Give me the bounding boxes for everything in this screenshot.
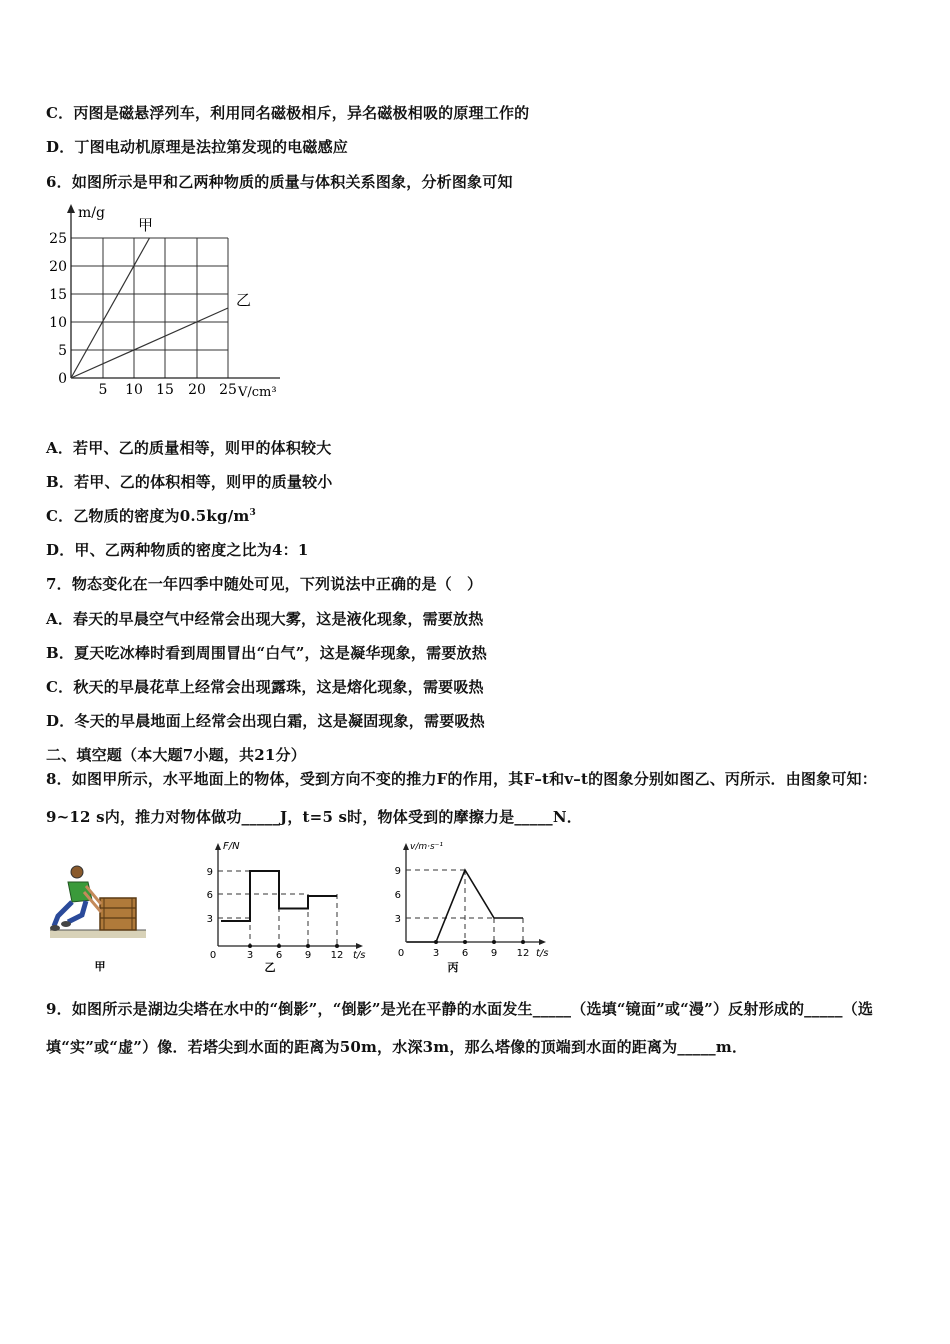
option-6a: A．若甲、乙的质量相等，则甲的体积较大 [46, 439, 332, 457]
question-9: 9．如图所示是湖边尖塔在水中的“倒影”，“倒影”是光在平静的水面发生_____（选填“镜面”或“漫”）反射形成的_____（选填“实”或“虚”）像．若塔尖到水面的距离为50m，水深3m，那么塔像的顶端到水面的距离为_____m． [46, 1000, 874, 1056]
vt-dot-3 [434, 940, 438, 944]
option-6c-text: C．乙物质的密度为0.5kg/m [46, 507, 250, 525]
option-5d: D．丁图电动机原理是法拉第发现的电磁感应 [46, 138, 349, 156]
ground-icon [50, 930, 146, 938]
y-tick-25: 25 [49, 231, 67, 247]
x-axis-label: V/cm³ [238, 385, 277, 400]
vt-xtick-9: 9 [490, 948, 498, 959]
ft-xtick-12: 12 [330, 950, 344, 961]
x-tick-25: 25 [219, 382, 237, 398]
y-axis-label: m/g [78, 205, 105, 221]
option-5c: C．丙图是磁悬浮列车，利用同名磁极相斥，异名磁极相吸的原理工作的 [46, 104, 530, 122]
vt-xlabel: t/s [536, 948, 549, 959]
x-tick-5: 5 [98, 382, 108, 398]
ft-ytick-6: 6 [206, 890, 213, 901]
person-icon [50, 866, 101, 931]
ft-xtick-0: 0 [209, 950, 217, 961]
y-tick-5: 5 [58, 343, 67, 359]
ft-xtick-9: 9 [304, 950, 312, 961]
ft-ylabel: F/N [223, 841, 240, 852]
caption-jia: 甲 [94, 960, 106, 973]
label-jia: 甲 [138, 216, 154, 234]
y-tick-20: 20 [49, 259, 67, 275]
option-7c: C．秋天的早晨花草上经常会出现露珠，这是熔化现象，需要吸热 [46, 678, 484, 696]
option-7b: B．夏天吃冰棒时看到周围冒出“白气”，这是凝华现象，需要放热 [46, 644, 487, 662]
y-tick-15: 15 [49, 287, 67, 303]
vt-dot-12 [521, 940, 525, 944]
label-yi: 乙 [236, 291, 252, 309]
vt-xtick-6: 6 [461, 948, 469, 959]
ft-dot-3 [248, 944, 252, 948]
question-7: 7．物态变化在一年四季中随处可见，下列说法中正确的是（ ） [46, 575, 483, 593]
ft-dot-6 [277, 944, 281, 948]
series-line-yi [71, 308, 228, 378]
vt-ytick-3: 3 [394, 914, 401, 925]
vt-dot-9 [492, 940, 496, 944]
caption-yi: 乙 [264, 961, 276, 974]
velocity-time-graph [386, 836, 566, 976]
option-7d: D．冬天的早晨地面上经常会出现白霜，这是凝固现象，需要吸热 [46, 712, 485, 730]
question-6: 6．如图所示是甲和乙两种物质的质量与体积关系图象，分析图象可知 [46, 173, 513, 191]
vt-ylabel: v/m·s⁻¹ [410, 842, 444, 852]
vt-xtick-12: 12 [516, 948, 530, 959]
ft-y-arrow [215, 843, 221, 850]
series-line-jia [71, 238, 150, 378]
option-6c [46, 505, 256, 526]
vt-x-arrow [539, 939, 546, 945]
ft-dot-12 [335, 944, 339, 948]
option-6c-sup: 3 [249, 508, 256, 518]
mass-volume-graph [40, 198, 300, 406]
option-7a: A．春天的早晨空气中经常会出现大雾，这是液化现象，需要放热 [46, 610, 484, 628]
x-tick-15: 15 [156, 382, 174, 398]
crate-icon [100, 898, 136, 930]
x-tick-10: 10 [125, 382, 143, 398]
option-6d: D．甲、乙两种物质的密度之比为4：1 [46, 541, 309, 559]
vt-xtick-3: 3 [432, 948, 440, 959]
vt-ytick-9: 9 [394, 866, 401, 877]
ft-ytick-9: 9 [206, 867, 213, 878]
question-8: 8．如图甲所示，水平地面上的物体，受到方向不变的推力F的作用，其F–t和v–t的图象分别如图乙、丙所示．由图象可知：9~12 s内，推力对物体做功_____J，t=5 s时，物体受到的摩擦力是_____N． [46, 770, 877, 826]
origin-label: 0 [58, 371, 67, 387]
y-tick-10: 10 [49, 315, 67, 331]
y-axis-arrow [67, 204, 75, 213]
ft-series-line [221, 871, 337, 921]
vt-ytick-6: 6 [394, 890, 401, 901]
ft-x-arrow [356, 943, 363, 949]
pushing-box-figure [48, 860, 152, 974]
force-time-graph [198, 836, 376, 976]
x-tick-20: 20 [188, 382, 206, 398]
ft-dot-9 [306, 944, 310, 948]
caption-bing: 丙 [447, 961, 459, 974]
ft-xtick-6: 6 [275, 950, 283, 961]
ft-xlabel: t/s [353, 950, 366, 961]
vt-dot-6 [463, 940, 467, 944]
section-2-heading: 二、填空题（本大题7小题，共21分） [46, 746, 306, 764]
option-6b: B．若甲、乙的体积相等，则甲的质量较小 [46, 473, 333, 491]
vt-xtick-0: 0 [397, 948, 405, 959]
ft-ytick-3: 3 [206, 914, 213, 925]
ft-xtick-3: 3 [246, 950, 254, 961]
vt-y-arrow [403, 843, 409, 850]
